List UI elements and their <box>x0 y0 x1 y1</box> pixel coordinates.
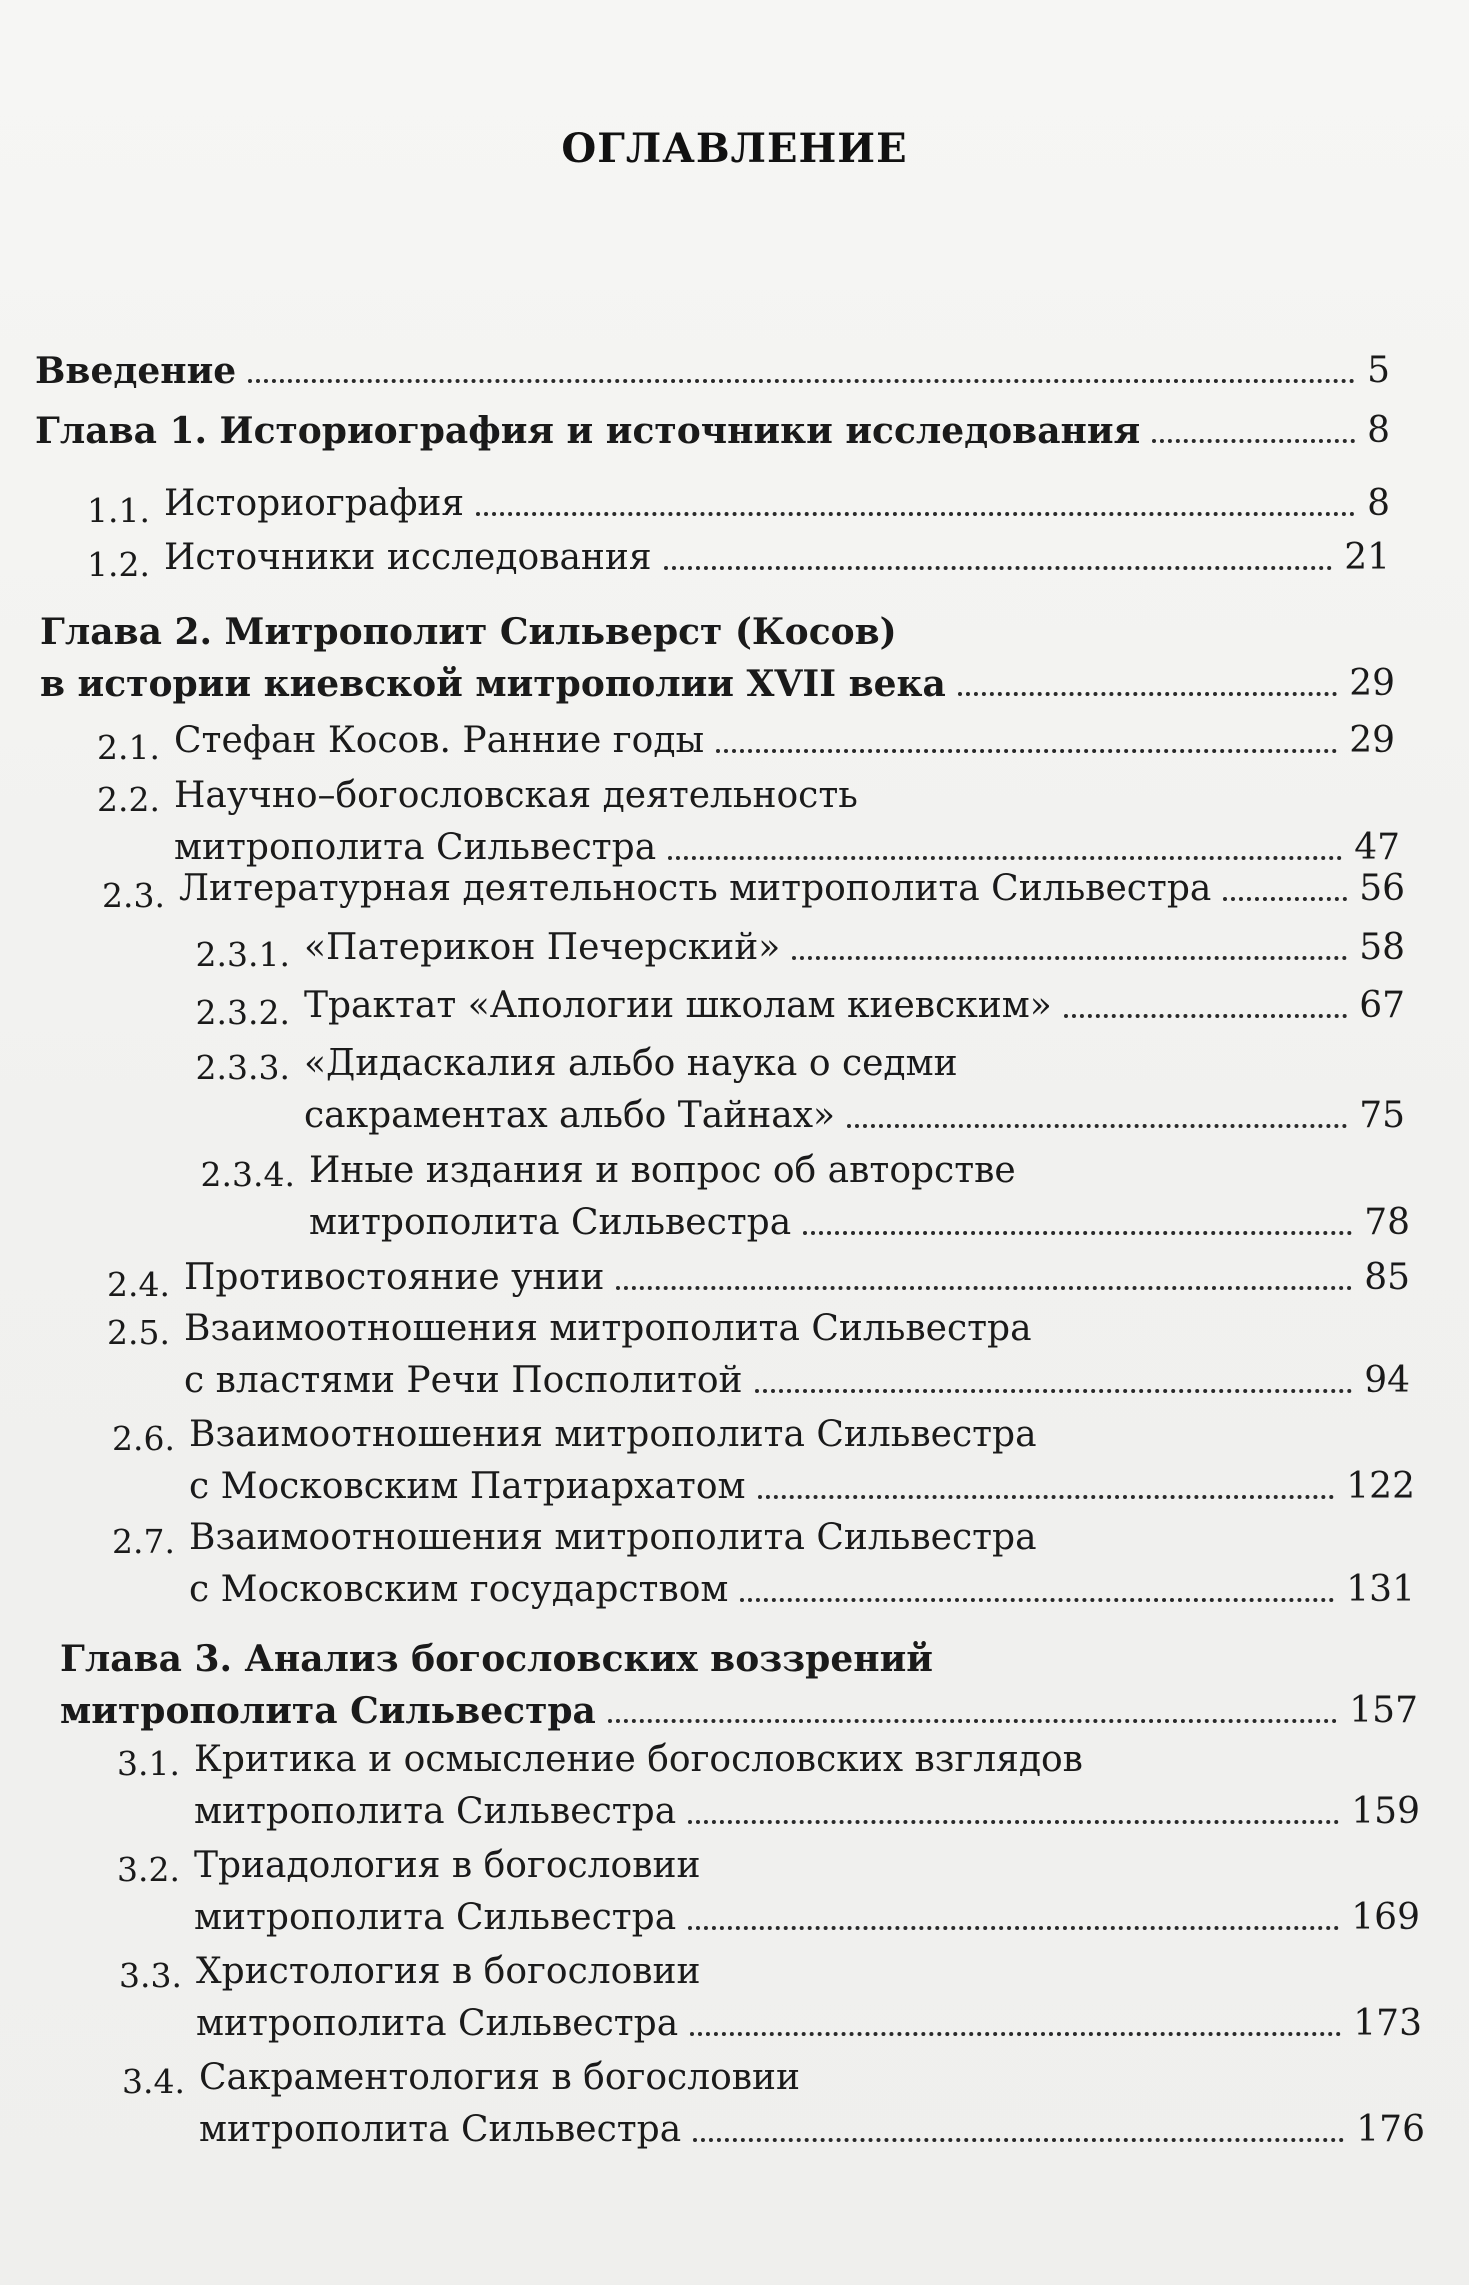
toc-entry-title-line: Триадология в богословии <box>194 1845 701 1886</box>
toc-page-number: 56 <box>1359 868 1405 909</box>
dot-leader <box>1223 897 1347 901</box>
section-number: 2.3.4. <box>200 1155 295 1194</box>
dot-leader <box>608 1719 1337 1723</box>
section-number: 3.3. <box>119 1956 182 1995</box>
section-number: 2.5. <box>107 1313 170 1352</box>
section-number: 1.2. <box>87 545 150 584</box>
dot-leader <box>1064 1014 1347 1018</box>
toc-page-number: 75 <box>1359 1095 1405 1136</box>
toc-entry-2-6 <box>105 1409 1415 1513</box>
toc-entry-2-4 <box>100 1252 1410 1304</box>
toc-page-number: 78 <box>1364 1202 1410 1243</box>
toc-entry-title-line: Взаимоотношения митрополита Сильвестра <box>189 1414 1037 1455</box>
toc-page-number: 67 <box>1359 985 1405 1026</box>
toc-entry-3-1 <box>110 1734 1420 1838</box>
toc-entry-title-line: Глава 3. Анализ богословских воззрений <box>60 1638 933 1680</box>
toc-entry-1-2 <box>80 532 1390 584</box>
dot-leader <box>740 1598 1334 1602</box>
toc-page-number: 157 <box>1349 1690 1418 1731</box>
toc-entry-title-line: Научно–богословская деятельность <box>174 775 858 816</box>
toc-page-number: 29 <box>1349 720 1395 761</box>
dot-leader <box>690 2032 1341 2036</box>
toc-entry-introduction <box>35 345 1390 397</box>
toc-entry-2-3 <box>95 863 1405 915</box>
toc-entry-title-line: в истории киевской митрополии XVII века <box>40 663 946 705</box>
toc-entry-title-line: Взаимоотношения митрополита Сильвестра <box>189 1517 1037 1558</box>
toc-entry-title-line: митрополита Сильвестра <box>199 2109 682 2150</box>
toc-entry-title-line: «Дидаскалия альбо наука о седми <box>304 1043 958 1084</box>
dot-leader <box>755 1389 1353 1393</box>
toc-entry-title: Литературная деятельность митрополита Сильвестра <box>179 868 1212 909</box>
toc-entry-title-line: Сакраментология в богословии <box>199 2057 801 2098</box>
toc-page-number: 8 <box>1367 483 1390 524</box>
section-number: 3.2. <box>117 1850 180 1889</box>
section-number: 2.3.2. <box>195 993 290 1032</box>
toc-entry-2-5 <box>100 1303 1410 1407</box>
toc-entry-title-line: Иные издания и вопрос об авторстве <box>309 1150 1016 1191</box>
toc-entry-2-3-4 <box>195 1145 1410 1249</box>
toc-entry-title-line: Взаимоотношения митрополита Сильвестра <box>184 1308 1032 1349</box>
section-number: 2.6. <box>112 1419 175 1458</box>
toc-entry-3-4 <box>115 2052 1425 2156</box>
section-number: 3.1. <box>117 1744 180 1783</box>
dot-leader <box>693 2138 1344 2142</box>
toc-entry-title: Стефан Косов. Ранние годы <box>174 720 705 761</box>
toc-entry-2-7 <box>105 1512 1415 1616</box>
toc-entry-title-line: с властями Речи Посполитой <box>184 1360 743 1401</box>
toc-entry-title: «Патерикон Печерский» <box>304 927 781 968</box>
toc-entry-3-3 <box>112 1946 1422 2050</box>
dot-leader <box>847 1124 1347 1128</box>
toc-entry-3-2 <box>110 1840 1420 1944</box>
toc-entry-2-2 <box>90 770 1400 874</box>
dot-leader <box>664 566 1333 570</box>
toc-entry-title-line: с Московским Патриархатом <box>189 1466 746 1507</box>
dot-leader <box>792 956 1347 960</box>
section-number: 2.1. <box>97 728 160 767</box>
dot-leader <box>476 512 1355 516</box>
toc-page-number: 131 <box>1346 1569 1415 1610</box>
toc-entry-title-line: митрополита Сильвестра <box>194 1897 677 1938</box>
section-number: 2.4. <box>107 1265 170 1304</box>
section-number: 1.1. <box>87 491 150 530</box>
toc-entry-chapter-3 <box>60 1633 1418 1737</box>
toc-entry-title-line: Глава 2. Митрополит Сильверст (Косов) <box>40 611 897 653</box>
toc-page-number: 85 <box>1364 1257 1410 1298</box>
toc-entry-title: Историография <box>164 483 465 524</box>
dot-leader <box>248 379 1355 383</box>
toc-entry-title-line: Критика и осмысление богословских взглядов <box>194 1739 1083 1780</box>
section-number: 2.2. <box>97 780 160 819</box>
toc-entry-chapter-1 <box>35 405 1390 457</box>
toc-page-number: 169 <box>1351 1897 1420 1938</box>
section-number: 2.3.1. <box>195 935 290 974</box>
toc-entry-title-line: митрополита Сильвестра <box>60 1690 596 1732</box>
dot-leader <box>616 1286 1352 1290</box>
section-number: 2.3. <box>102 876 165 915</box>
toc-entry-chapter-2 <box>40 606 1395 710</box>
toc-entry-2-3-3 <box>190 1038 1405 1142</box>
toc-entry-2-1 <box>90 715 1395 767</box>
section-number: 2.7. <box>112 1522 175 1561</box>
dot-leader <box>958 692 1337 696</box>
section-number: 2.3.3. <box>195 1048 290 1087</box>
page-title: ОГЛАВЛЕНИЕ <box>561 125 908 172</box>
toc-entry-1-1 <box>80 478 1390 530</box>
dot-leader <box>716 749 1337 753</box>
toc-page-number: 8 <box>1367 410 1390 451</box>
toc-page-number: 122 <box>1346 1466 1415 1507</box>
toc-entry-title-line: сакраментах альбо Тайнах» <box>304 1095 836 1136</box>
toc-entry-title-line: Христология в богословии <box>196 1951 701 1992</box>
toc-entry-title-line: митрополита Сильвестра <box>196 2003 679 2044</box>
section-number: 3.4. <box>122 2062 185 2101</box>
toc-entry-title: Трактат «Апологии школам киевским» <box>304 985 1052 1026</box>
toc-page-number: 5 <box>1367 350 1390 391</box>
toc-entry-title-line: митрополита Сильвестра <box>174 827 657 868</box>
toc-page-number: 47 <box>1354 827 1400 868</box>
toc-entry-title-line: митрополита Сильвестра <box>309 1202 792 1243</box>
dot-leader <box>688 1820 1339 1824</box>
toc-page-number: 29 <box>1349 663 1395 704</box>
dot-leader <box>803 1231 1352 1235</box>
dot-leader <box>688 1926 1339 1930</box>
toc-page-number: 159 <box>1351 1791 1420 1832</box>
toc-entry-title: Введение <box>35 350 237 392</box>
toc-entry-title: Источники исследования <box>164 537 652 578</box>
toc-page-number: 173 <box>1353 2003 1422 2044</box>
toc-entry-title: Противостояние унии <box>184 1257 605 1298</box>
toc-page-number: 94 <box>1364 1360 1410 1401</box>
toc-page-number: 176 <box>1356 2109 1425 2150</box>
toc-entry-2-3-1 <box>190 922 1405 974</box>
dot-leader <box>1152 439 1355 443</box>
toc-entry-title-line: с Московским государством <box>189 1569 729 1610</box>
toc-page-number: 58 <box>1359 927 1405 968</box>
toc-page-number: 21 <box>1344 537 1390 578</box>
toc-entry-title-line: митрополита Сильвестра <box>194 1791 677 1832</box>
dot-leader <box>758 1495 1335 1499</box>
toc-entry-2-3-2 <box>190 980 1405 1032</box>
toc-entry-title: Глава 1. Историография и источники исследования <box>35 410 1141 452</box>
dot-leader <box>668 856 1342 860</box>
